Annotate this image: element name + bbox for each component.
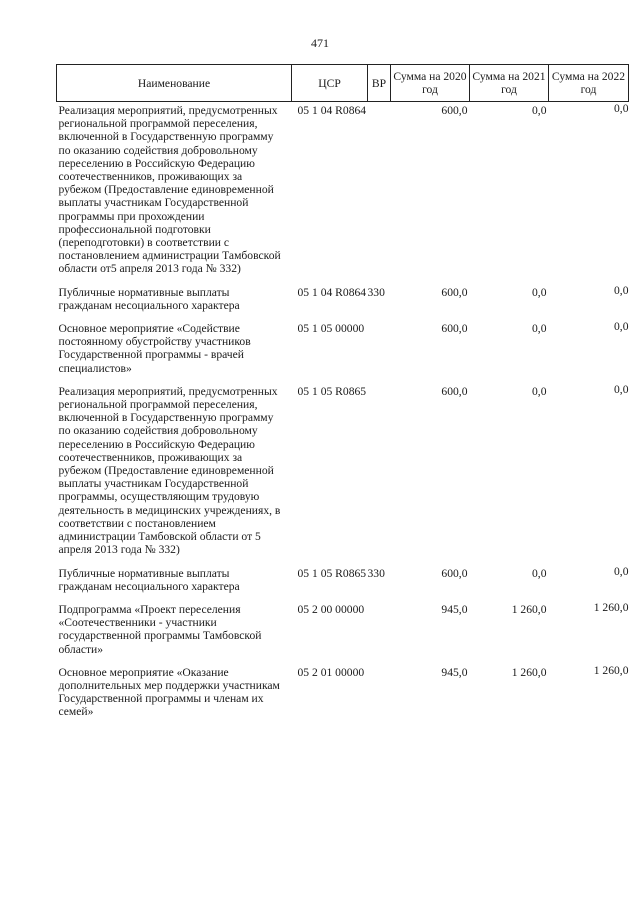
header-name: Наименование (57, 65, 292, 102)
row-sum-2021: 0,0 (532, 322, 547, 336)
row-sum-2021: 1 260,0 (511, 602, 547, 616)
row-vr (368, 320, 391, 383)
table-row (57, 102, 629, 284)
row-csr: 05 1 04 R0864 (297, 104, 367, 117)
budget-table (56, 64, 629, 727)
header-vr: ВР (368, 65, 391, 102)
row-sum-2022: 1 260,0 (593, 600, 629, 614)
row-vr: 330 (367, 566, 385, 580)
row-sum-2020: 600,0 (441, 566, 468, 580)
row-sum-2022: 0,0 (614, 564, 629, 578)
row-sum-2021: 0,0 (532, 384, 547, 398)
row-sum-2022: 0,0 (614, 320, 629, 334)
row-vr (368, 102, 391, 284)
table-row (57, 383, 629, 565)
row-csr: 05 2 00 00000 (297, 602, 365, 616)
row-sum-2020: 600,0 (441, 104, 468, 117)
page-number: 471 (311, 36, 329, 50)
table-row (57, 320, 629, 383)
row-csr: 05 1 05 00000 (297, 322, 365, 336)
row-sum-2021: 1 260,0 (511, 665, 547, 679)
row-csr: 05 1 05 R0865 (297, 566, 367, 580)
row-name: Реализация мероприятий, предусмотренных региональной программой переселения, включенной в Государственную программу по оказанию содействия добровольному переселению в Российскую Федерацию соотечественников, проживающих за рубежом (Предоставление единовременной выплаты участникам Государственной программы при прохождении профессиональной подготовки (переподготовки) в соответствии с постановлением администрации Тамбовской области от5 апреля 2013 года № 332) (58, 104, 281, 276)
row-csr: 05 1 05 R0865 (297, 384, 367, 398)
row-name: Реализация мероприятий, предусмотренных региональной программой переселения, включенной в Государственную программу по оказанию содействия добровольному переселению в Российскую Федерацию соотечественников, проживающих за рубежом (Предоставление единовременной выплаты участникам Государственной программы, осуществляющим трудовую деятельность в медицинских учреждениях, в соответствии с постановлением администрации Тамбовской области от 5 апреля 2013 года № 332) (58, 384, 281, 557)
row-sum-2020: 945,0 (441, 602, 468, 616)
row-sum-2020: 945,0 (441, 665, 468, 679)
row-sum-2020: 600,0 (441, 285, 468, 299)
header-sum-2021: Сумма на 2021 год (470, 65, 549, 102)
header-sum-2020: Сумма на 2020 год (391, 65, 470, 102)
row-name: Основное мероприятие «Оказание дополнительных мер поддержки участникам Государственной программы и членам их семей» (58, 665, 280, 719)
row-sum-2020: 600,0 (441, 384, 468, 398)
table-row (57, 664, 629, 727)
row-sum-2022: 0,0 (614, 382, 629, 396)
row-vr (368, 383, 391, 565)
row-sum-2021: 0,0 (532, 104, 547, 117)
header-sum-2022: Сумма на 2022 год (549, 65, 629, 102)
row-name: Подпрограмма «Проект переселения «Соотечественники - участники государственной программы Тамбовской области» (58, 602, 262, 656)
table-row (57, 565, 629, 601)
table-row (57, 601, 629, 664)
row-vr: 330 (367, 285, 385, 299)
row-name: Публичные нормативные выплаты гражданам несоциального характера (58, 566, 240, 593)
row-name: Основное мероприятие «Содействие постоянному обустройству участников Государственной программы - врачей специалистов» (58, 322, 251, 375)
row-vr (368, 664, 391, 727)
row-csr: 05 2 01 00000 (297, 665, 365, 679)
row-name: Публичные нормативные выплаты гражданам несоциального характера (58, 285, 240, 312)
row-sum-2020: 600,0 (441, 322, 468, 336)
row-sum-2022: 1 260,0 (593, 663, 629, 677)
row-sum-2022: 0,0 (614, 102, 629, 115)
row-sum-2022: 0,0 (614, 283, 629, 297)
row-vr (368, 601, 391, 664)
row-sum-2021: 0,0 (532, 566, 547, 580)
header-csr: ЦСР (292, 65, 368, 102)
row-csr: 05 1 04 R0864 (297, 285, 367, 299)
header-row (57, 65, 629, 102)
row-sum-2021: 0,0 (532, 285, 547, 299)
table-row (57, 284, 629, 320)
table-header (57, 65, 629, 102)
table-body (57, 102, 629, 727)
